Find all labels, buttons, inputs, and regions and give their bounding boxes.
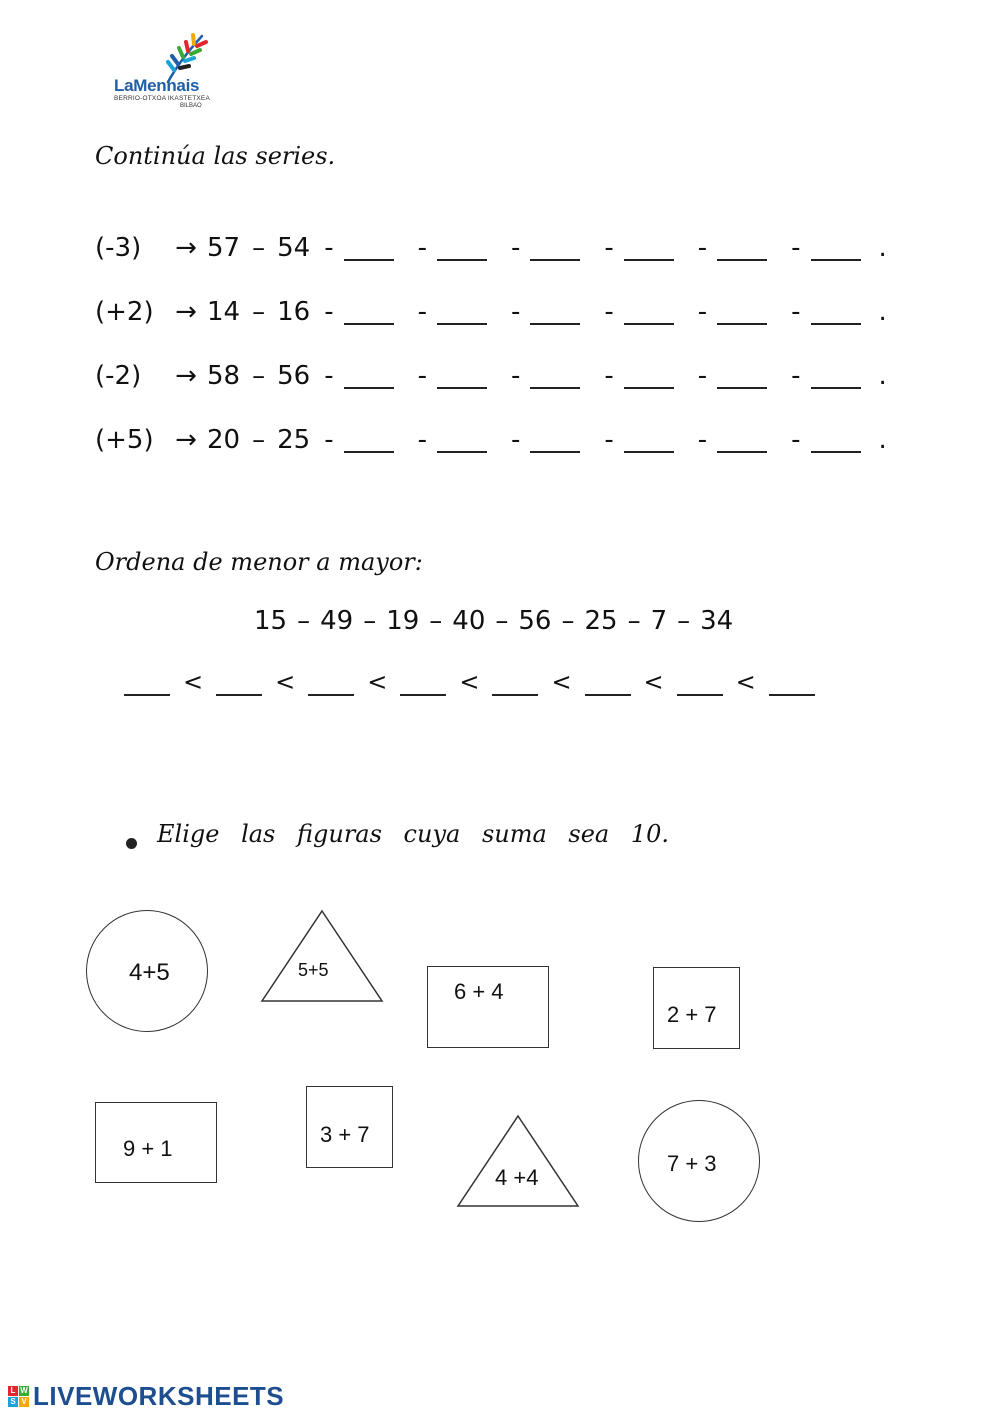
- less-than-sign: <: [735, 668, 756, 696]
- less-than-sign: <: [275, 668, 296, 696]
- logo-name: LaMennais: [114, 76, 200, 95]
- series-second-value: 54: [277, 233, 311, 263]
- figure-triangle-2[interactable]: [456, 1114, 580, 1209]
- figure-label: 4+5: [129, 959, 170, 986]
- arrow-right-icon: →: [175, 425, 197, 455]
- series-step: (-3): [95, 233, 142, 263]
- series-second-value: 25: [277, 425, 311, 455]
- series-hyphen: -: [417, 297, 427, 327]
- order-number: 19: [386, 606, 420, 636]
- series-first-value: 58: [207, 361, 241, 391]
- series-hyphen: -: [510, 233, 521, 263]
- series-answer-blank[interactable]: [624, 427, 674, 453]
- order-number: 25: [584, 606, 618, 636]
- series-answer-blank[interactable]: [530, 363, 580, 389]
- series-second-value: 16: [277, 297, 311, 327]
- figure-triangle-1[interactable]: [260, 908, 384, 1004]
- series-hyphen: -: [324, 425, 334, 455]
- figure-label: 4 +4: [495, 1165, 539, 1190]
- series-answer-blank[interactable]: [717, 299, 767, 325]
- figure-square-1[interactable]: [653, 967, 740, 1049]
- series-answer-blank[interactable]: [437, 427, 487, 453]
- series-dash: –: [252, 297, 266, 327]
- series-answer-blank[interactable]: [811, 363, 861, 389]
- series-hyphen: -: [791, 297, 801, 327]
- series-hyphen: -: [510, 361, 521, 391]
- series-end: .: [878, 425, 887, 455]
- order-answer-blanks: [124, 668, 815, 696]
- logo-city: BILBAO: [180, 103, 202, 109]
- series-hyphen: -: [791, 361, 801, 391]
- series-answer-blank[interactable]: [624, 299, 674, 325]
- bullet-icon: [126, 838, 137, 849]
- series-answer-blank[interactable]: [530, 235, 580, 261]
- figure-label: 5+5: [298, 960, 329, 980]
- order-heading: Ordena de menor a mayor:: [95, 548, 423, 576]
- order-numbers: [254, 606, 733, 636]
- series-dash: –: [252, 361, 266, 391]
- series-hyphen: -: [604, 297, 614, 327]
- series-answer-blank[interactable]: [344, 235, 394, 261]
- series-hyphen: -: [791, 233, 801, 263]
- series-hyphen: -: [791, 425, 801, 455]
- figure-label: 9 + 1: [123, 1136, 173, 1161]
- order-dash: –: [677, 606, 691, 636]
- series-answer-blank[interactable]: [717, 427, 767, 453]
- less-than-sign: <: [459, 668, 480, 696]
- order-number: 40: [452, 606, 486, 636]
- liveworksheets-tiles-icon: [8, 1386, 29, 1407]
- order-number: 34: [700, 606, 734, 636]
- figure-rectangle-1[interactable]: [427, 966, 549, 1048]
- series-answer-blank[interactable]: [437, 299, 487, 325]
- series-answer-blank[interactable]: [811, 235, 861, 261]
- series-hyphen: -: [697, 425, 708, 455]
- series-hyphen: -: [510, 425, 521, 455]
- series-row: [95, 294, 887, 330]
- figure-label: 2 + 7: [667, 1002, 717, 1027]
- figures-instruction: Elige las figuras cuya suma sea 10.: [157, 820, 670, 848]
- series-hyphen: -: [417, 361, 427, 391]
- series-answer-blank[interactable]: [437, 235, 487, 261]
- less-than-sign: <: [367, 668, 388, 696]
- figure-label: 3 + 7: [320, 1122, 370, 1147]
- series-answer-blank[interactable]: [530, 299, 580, 325]
- series-hyphen: -: [604, 233, 614, 263]
- figure-circle-1[interactable]: [86, 910, 208, 1032]
- series-end: .: [878, 361, 887, 391]
- series-answer-blank[interactable]: [530, 427, 580, 453]
- series-row: [95, 422, 887, 458]
- less-than-sign: <: [643, 668, 664, 696]
- series-dash: –: [252, 425, 266, 455]
- order-dash: –: [429, 606, 443, 636]
- arrow-right-icon: →: [175, 297, 197, 327]
- figure-square-2[interactable]: [306, 1086, 393, 1168]
- series-step: (-2): [95, 361, 142, 391]
- tile: V: [19, 1397, 29, 1407]
- series-end: .: [878, 233, 887, 263]
- series-row: [95, 230, 887, 266]
- series-step: (+2): [95, 297, 154, 327]
- order-answer-blank[interactable]: [308, 670, 354, 696]
- series-answer-blank[interactable]: [811, 427, 861, 453]
- series-hyphen: -: [604, 425, 614, 455]
- arrow-right-icon: →: [175, 233, 197, 263]
- logo-subtitle: BERRIO-OTXOA IKASTETXEA: [114, 95, 210, 102]
- series-hyphen: -: [697, 361, 708, 391]
- series-end: .: [878, 297, 887, 327]
- order-answer-blank[interactable]: [492, 670, 538, 696]
- order-number: 7: [650, 606, 668, 636]
- order-answer-blank[interactable]: [677, 670, 723, 696]
- series-hyphen: -: [604, 361, 614, 391]
- order-dash: –: [627, 606, 641, 636]
- series-answer-blank[interactable]: [717, 363, 767, 389]
- series-hyphen: -: [697, 233, 708, 263]
- order-dash: –: [297, 606, 311, 636]
- series-answer-blank[interactable]: [717, 235, 767, 261]
- less-than-sign: <: [551, 668, 572, 696]
- series-hyphen: -: [324, 361, 334, 391]
- series-answer-blank[interactable]: [437, 363, 487, 389]
- series-dash: –: [252, 233, 266, 263]
- figure-label: 6 + 4: [454, 979, 504, 1004]
- series-first-value: 14: [207, 297, 241, 327]
- figure-label: 7 + 3: [667, 1151, 717, 1176]
- series-answer-blank[interactable]: [344, 299, 394, 325]
- order-dash: –: [363, 606, 377, 636]
- series-hyphen: -: [417, 425, 427, 455]
- series-heading: Continúa las series.: [95, 142, 336, 170]
- series-hyphen: -: [510, 297, 521, 327]
- order-answer-blank[interactable]: [769, 670, 815, 696]
- tile: S: [8, 1397, 18, 1407]
- order-answer-blank[interactable]: [400, 670, 446, 696]
- series-answer-blank[interactable]: [344, 427, 394, 453]
- order-dash: –: [561, 606, 575, 636]
- liveworksheets-brand: LIVEWORKSHEETS: [33, 1380, 285, 1411]
- series-answer-blank[interactable]: [811, 299, 861, 325]
- order-dash: –: [495, 606, 509, 636]
- series-step: (+5): [95, 425, 154, 455]
- order-answer-blank[interactable]: [216, 670, 262, 696]
- series-hyphen: -: [417, 233, 427, 263]
- series-answer-blank[interactable]: [624, 363, 674, 389]
- series-hyphen: -: [324, 297, 334, 327]
- series-row: [95, 358, 887, 394]
- series-first-value: 57: [207, 233, 241, 263]
- order-number: 15: [254, 606, 288, 636]
- series-first-value: 20: [207, 425, 241, 455]
- series-answer-blank[interactable]: [344, 363, 394, 389]
- series-hyphen: -: [697, 297, 708, 327]
- less-than-sign: <: [183, 668, 204, 696]
- order-number: 56: [518, 606, 552, 636]
- figure-rectangle-2[interactable]: [95, 1102, 217, 1183]
- order-number: 49: [320, 606, 354, 636]
- tile: W: [20, 1385, 28, 1395]
- order-answer-blank[interactable]: [124, 670, 170, 696]
- series-second-value: 56: [277, 361, 311, 391]
- order-answer-blank[interactable]: [585, 670, 631, 696]
- series-answer-blank[interactable]: [624, 235, 674, 261]
- tile: L: [8, 1386, 18, 1396]
- series-hyphen: -: [324, 233, 334, 263]
- arrow-right-icon: →: [175, 361, 197, 391]
- figure-circle-2[interactable]: [638, 1100, 760, 1222]
- liveworksheets-logo[interactable]: [8, 1382, 284, 1410]
